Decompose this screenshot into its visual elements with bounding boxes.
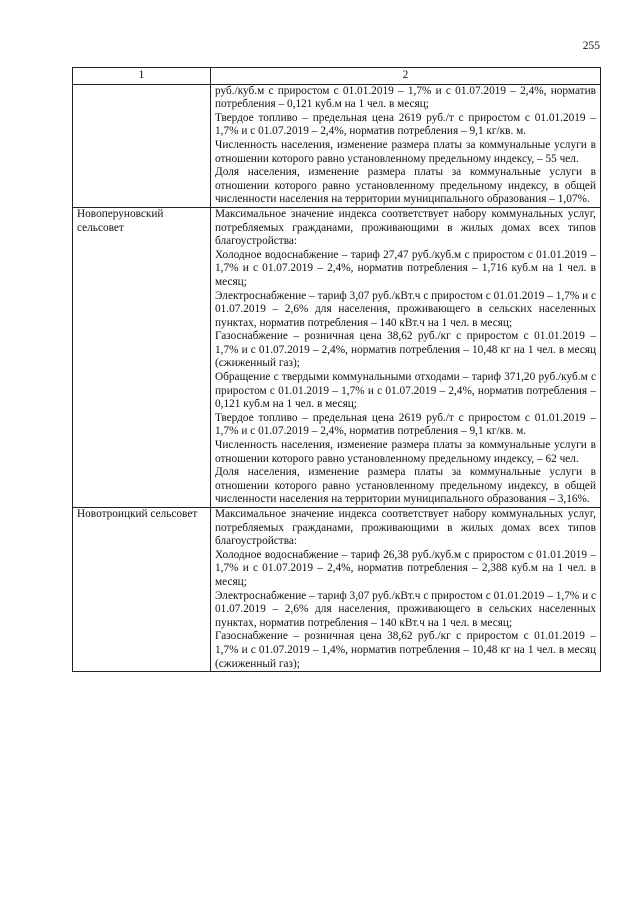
description-paragraph: Численность населения, изменение размера платы за коммунальные услуги в отношении которого равно установленному предельному индексу, – 62 чел.	[215, 439, 596, 465]
description-paragraph: Холодное водоснабжение – тариф 26,38 руб./куб.м с приростом с 01.01.2019 – 1,7% и с 01.07.2019 – 2,4%, норматив потребления – 2,388 куб.м на 1 чел. в месяц;	[215, 548, 596, 588]
table-header-row	[73, 68, 601, 85]
description-paragraph: Максимальное значение индекса соответствует набору коммунальных услуг, потребляемых гражданами, проживающими в жилых домах всех типов благоустройства:	[215, 207, 596, 248]
table-row	[73, 508, 601, 672]
description-cell	[211, 84, 601, 207]
municipal-index-table	[72, 67, 601, 672]
table-row	[73, 84, 601, 207]
description-paragraph: Газоснабжение – розничная цена 38,62 руб./кг с приростом с 01.01.2019 – 1,7% и с 01.07.2019 – 1,4%, норматив потребления – 10,48 кг на 1 чел. в месяц (сжиженный газ);	[215, 630, 596, 670]
description-paragraph: Численность населения, изменение размера платы за коммунальные услуги в отношении которого равно установленному предельному индексу, – 55 чел.	[215, 138, 596, 165]
column-header-1: 1	[73, 68, 211, 85]
description-paragraph: Доля населения, изменение размера платы за коммунальные услуги в отношении которого равно установленному предельному индексу, в общей численности населения на территории муниципального образования – 1,07%.	[215, 166, 596, 206]
page-number: 255	[582, 40, 600, 52]
description-paragraph: Электроснабжение – тариф 3,07 руб./кВт.ч с приростом с 01.01.2019 – 1,7% и с 01.07.2019 – 2,6% для населения, проживающего в сельских населенных пунктах, норматив потребления – 140 кВт.ч на 1 чел. в месяц;	[215, 589, 596, 629]
description-paragraph: Доля населения, изменение размера платы за коммунальные услуги в отношении которого равно установленному предельному индексу, в общей численности населения на территории муниципального образования – 3,16%.	[215, 466, 596, 506]
description-paragraph: Газоснабжение – розничная цена 38,62 руб./кг с приростом с 01.01.2019 – 1,7% и с 01.07.2019 – 2,4%, норматив потребления – 10,48 кг на 1 чел. в месяц (сжиженный газ);	[215, 330, 596, 370]
column-header-2: 2	[211, 68, 601, 85]
description-cell	[211, 207, 601, 507]
municipality-name-cell	[73, 84, 211, 207]
description-paragraph: Холодное водоснабжение – тариф 27,47 руб./куб.м с приростом с 01.01.2019 – 1,7% и с 01.07.2019 – 2,4%, норматив потребления – 1,716 куб.м на 1 чел. в месяц;	[215, 248, 596, 288]
description-cell	[211, 508, 601, 672]
description-paragraph: Электроснабжение – тариф 3,07 руб./кВт.ч с приростом с 01.01.2019 – 1,7% и с 01.07.2019 – 2,6% для населения, проживающего в сельских населенных пунктах, норматив потребления – 140 кВт.ч на 1 чел. в месяц;	[215, 289, 596, 329]
description-paragraph: Твердое топливо – предельная цена 2619 руб./т с приростом с 01.01.2019 – 1,7% и с 01.07.2019 – 2,4%, норматив потребления – 9,1 кг/кв. м.	[215, 411, 596, 438]
description-paragraph: Обращение с твердыми коммунальными отходами – тариф 371,20 руб./куб.м с приростом с 01.01.2019 – 1,7% и с 01.07.2019 – 2,4%, норматив потребления – 0,121 куб.м на 1 чел. в месяц;	[215, 371, 596, 411]
description-paragraph: Твердое топливо – предельная цена 2619 руб./т с приростом с 01.01.2019 – 1,7% и с 01.07.2019 – 2,4%, норматив потребления – 9,1 кг/кв. м.	[215, 111, 596, 138]
description-paragraph: Максимальное значение индекса соответствует набору коммунальных услуг, потребляемых гражданами, проживающими в жилых домах всех типов благоустройства:	[215, 508, 596, 548]
municipality-name-cell: Новоперуновский сельсовет	[73, 207, 211, 507]
table-row	[73, 207, 601, 507]
description-paragraph: руб./куб.м с приростом с 01.01.2019 – 1,7% и с 01.07.2019 – 2,4%, норматив потребления – 0,121 куб.м на 1 чел. в месяц;	[215, 84, 596, 111]
municipality-name-cell: Новотроицкий сельсовет	[73, 508, 211, 672]
